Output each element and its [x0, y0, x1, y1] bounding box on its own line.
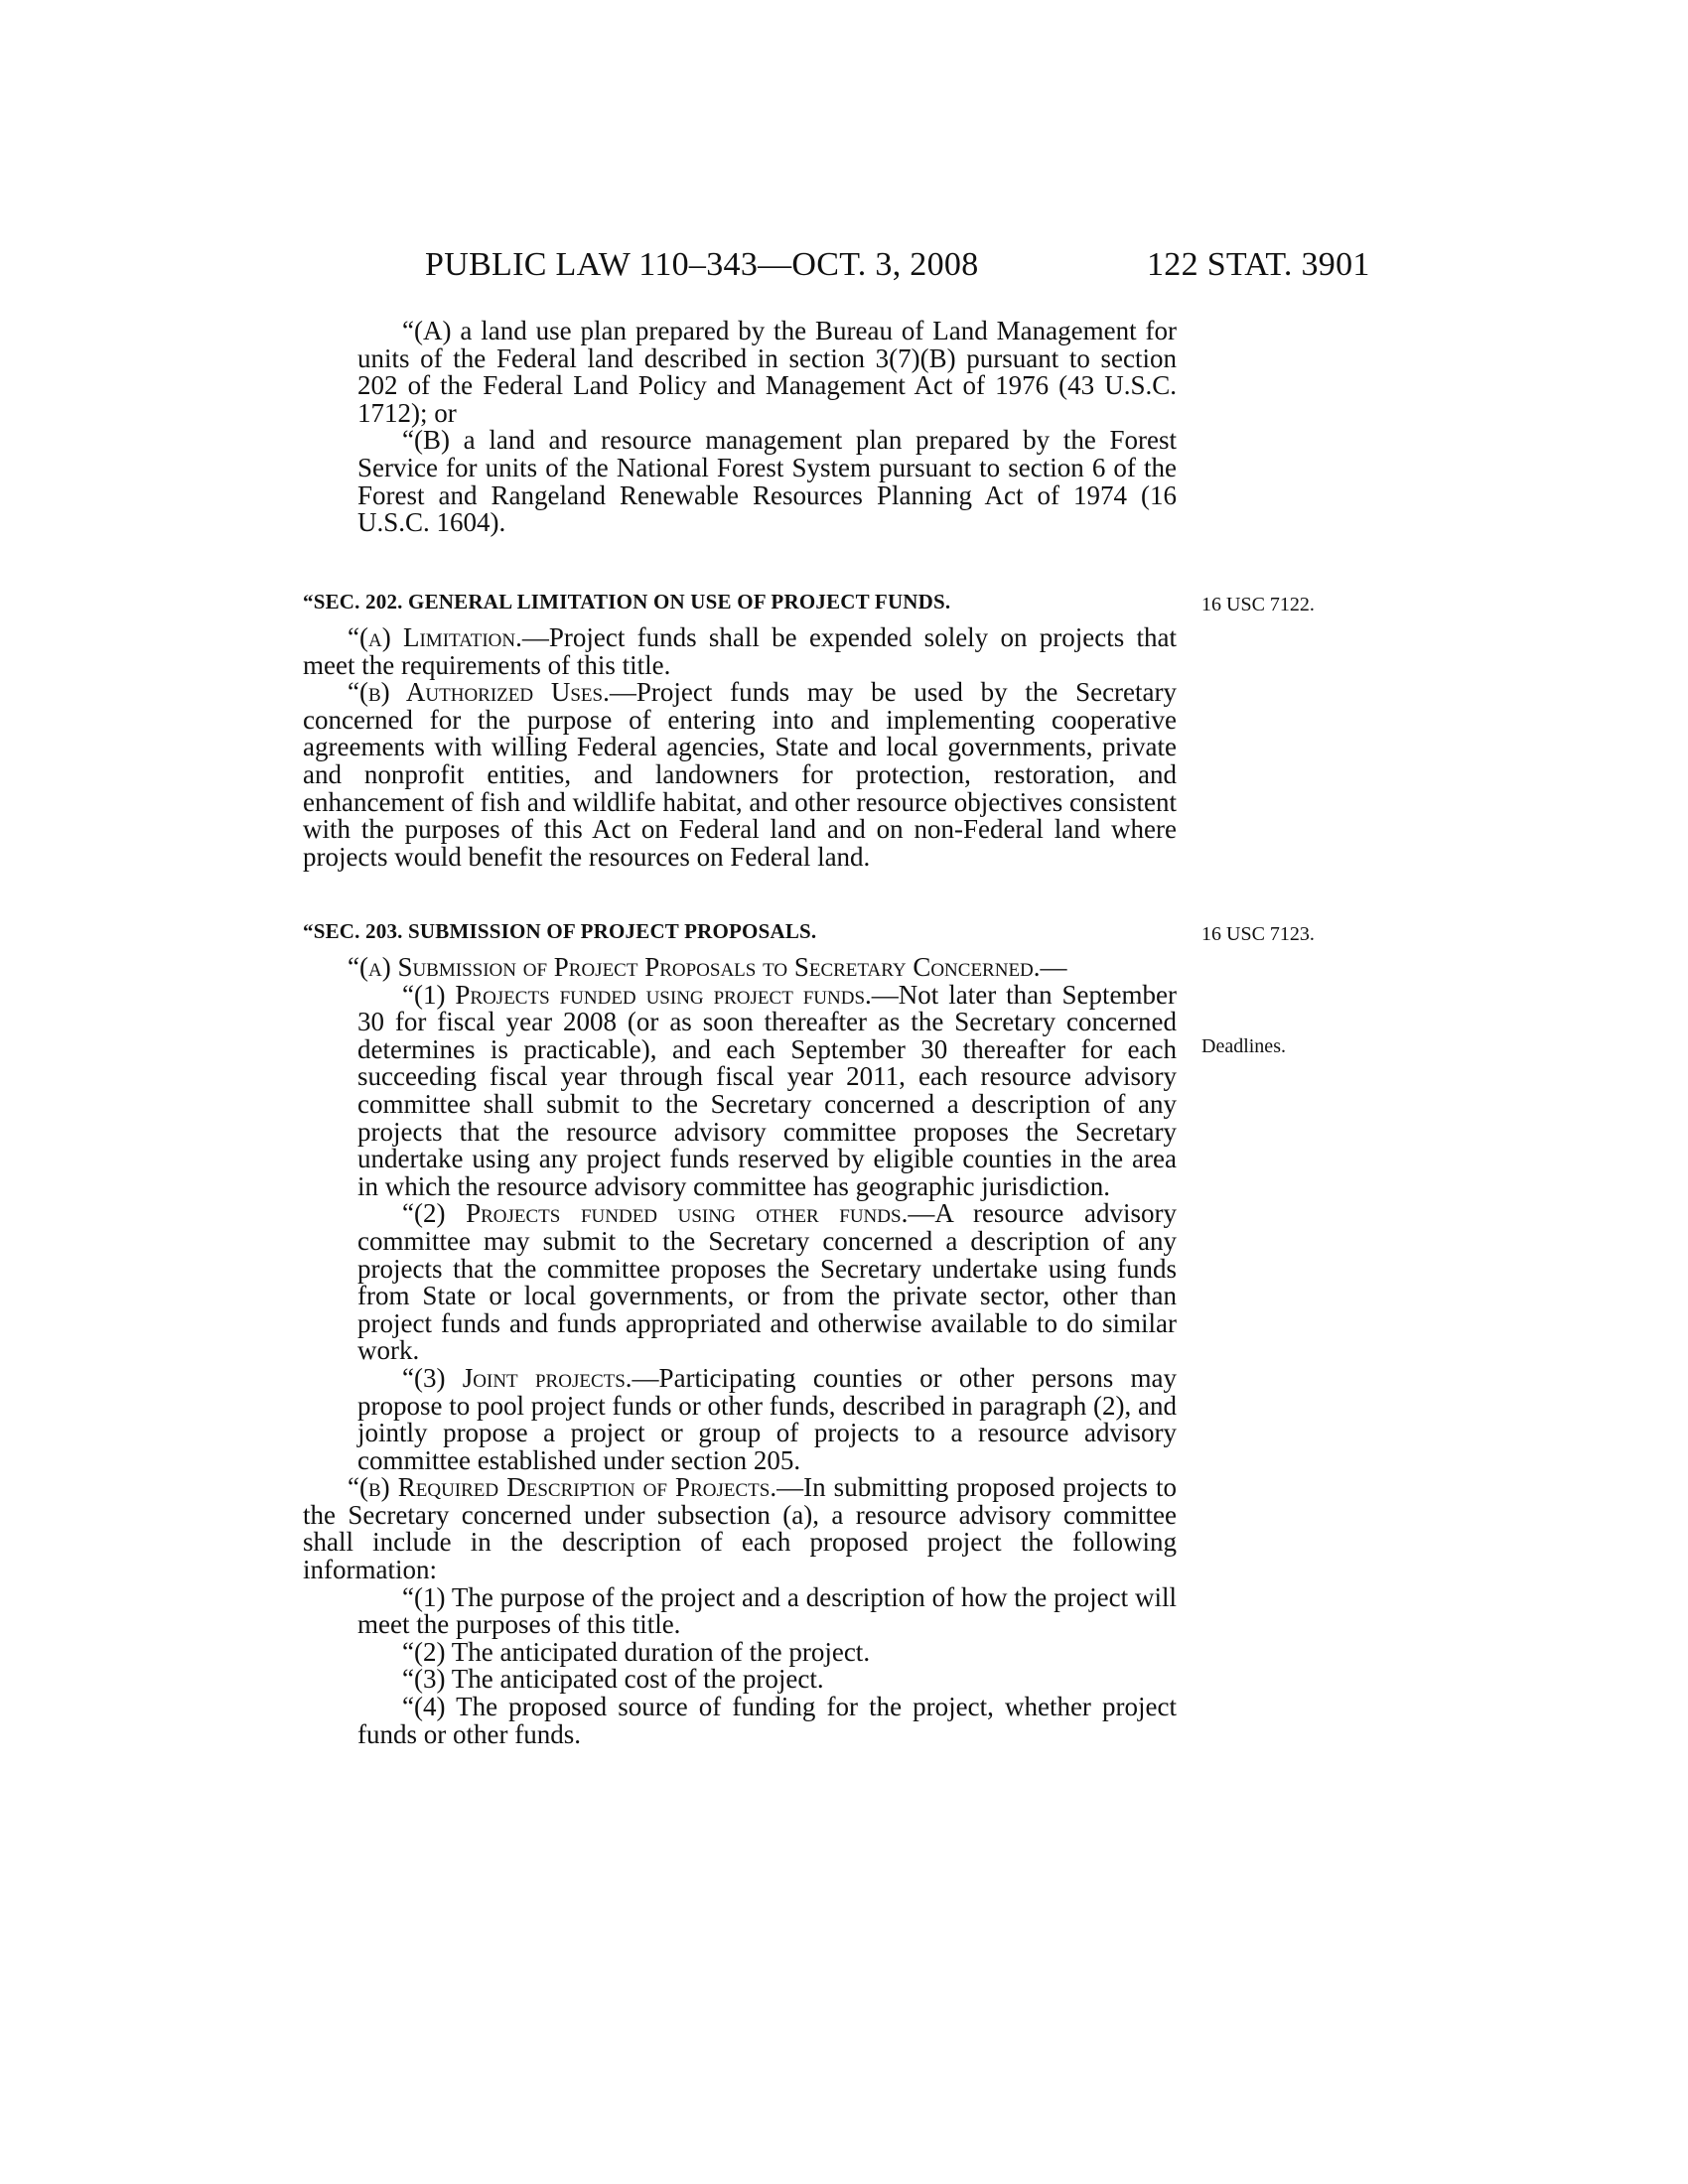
paragraph-203-b-2: “(2) The anticipated duration of the project.: [402, 1636, 871, 1667]
subsection-label: “(a) Limitation.: [348, 622, 522, 652]
subsection-label: “(b) Authorized Uses.: [348, 677, 610, 708]
paragraph-label: “(3) Joint projects.: [402, 1362, 633, 1393]
subsection-label: “(a) Submission of Project Proposals to Secretary Concerned.: [348, 952, 1041, 982]
subsection-dash: —: [1040, 952, 1067, 982]
subsection-text: —In submitting proposed projects to the Secretary concerned under subsection (a), a resource advisory committee shall include in the description of each proposed project the following information:: [303, 1472, 1177, 1585]
section-202: [303, 590, 1177, 871]
margin-note-deadlines: Deadlines.: [1201, 1035, 1286, 1057]
paragraph-A: “(A) a land use plan prepared by the Bureau of Land Management for units of the Federal land described in section 3(7)(B) pursuant to section 202 of the Federal Land Policy and Management Act of 1976 (43 U.S.C. 1712); or: [357, 316, 1177, 428]
subsection-202-a: [303, 624, 1177, 679]
subsection-text: —Project funds may be used by the Secretary concerned for the purpose of entering into and implementing cooperative agreements with willing Federal agencies, State and local governments, private and nonprofit entities, and landowners for protection, restoration, and enhancement of fish and wildlife habitat, and other resource objectives consistent with the purposes of this Act on Federal land and on non-Federal land where projects would benefit the resources on Federal land.: [303, 677, 1178, 872]
paragraph-label: “(2) Projects funded using other funds.: [402, 1198, 909, 1229]
paragraph-text: —Participating counties or other persons may propose to pool project funds or other funds, described in paragraph (2), and jointly propose a project or group of projects to a resource advisory committee established under section 205.: [357, 1362, 1178, 1475]
subsection-202-b: [303, 679, 1177, 871]
subsection-203-b: [303, 1474, 1177, 1583]
paragraph-203-a-3: [303, 1362, 1178, 1475]
subsection-label: “(b) Required Description of Projects.: [348, 1472, 777, 1503]
paragraph-block-1: [303, 318, 1177, 537]
paragraph-B: “(B) a land and resource management plan prepared by the Forest Service for units of the National Forest System pursuant to section 6 of the Forest and Rangeland Renewable Resources Planning Act of 1974 (16 U.S.C. 1604).: [357, 425, 1177, 538]
section-heading-203: “SEC. 203. SUBMISSION OF PROJECT PROPOSALS.: [303, 919, 817, 943]
paragraph-label: “(1) Projects funded using project funds.: [402, 979, 872, 1010]
paragraph-text: —A resource advisory committee may submit to the Secretary concerned a description of any projects that the committee proposes the Secretary undertake using funds from State or local governments, or from the private sector, other than project funds and funds appropriated and otherwise available to do similar work.: [357, 1198, 1178, 1366]
paragraph-203-a-2: [303, 1200, 1177, 1365]
paragraph-203-a-1: [303, 979, 1178, 1201]
subsection-203-a: [303, 954, 1177, 982]
subsection-text: —Project funds shall be expended solely on projects that meet the requirements of this title.: [303, 622, 1177, 680]
paragraph-203-b-4: “(4) The proposed source of funding for the project, whether project funds or other funds.: [357, 1692, 1177, 1749]
margin-note-usc-7123: 16 USC 7123.: [1201, 923, 1315, 945]
paragraph-203-b-3: “(3) The anticipated cost of the project.: [402, 1664, 824, 1695]
section-heading-202: “SEC. 202. GENERAL LIMITATION ON USE OF PROJECT FUNDS.: [303, 590, 951, 614]
section-203: [303, 919, 1177, 1748]
running-header-law: PUBLIC LAW 110–343—OCT. 3, 2008: [425, 246, 979, 283]
running-header-stat: 122 STAT. 3901: [1147, 246, 1370, 283]
paragraph-text: —Not later than September 30 for fiscal year 2008 (or as soon thereafter as the Secretary concerned determines is practicable), and each September 30 thereafter for each succeeding fiscal year through fiscal year 2011, each resource advisory committee shall submit to the Secretary concerned a description of any projects that the resource advisory committee proposes the Secretary undertake using any project funds reserved by eligible counties in the area in which the resource advisory committee has geographic jurisdiction.: [357, 979, 1178, 1201]
margin-note-usc-7122: 16 USC 7122.: [1201, 594, 1315, 615]
paragraph-203-b-1: “(1) The purpose of the project and a description of how the project will meet the purposes of this title.: [357, 1581, 1177, 1640]
